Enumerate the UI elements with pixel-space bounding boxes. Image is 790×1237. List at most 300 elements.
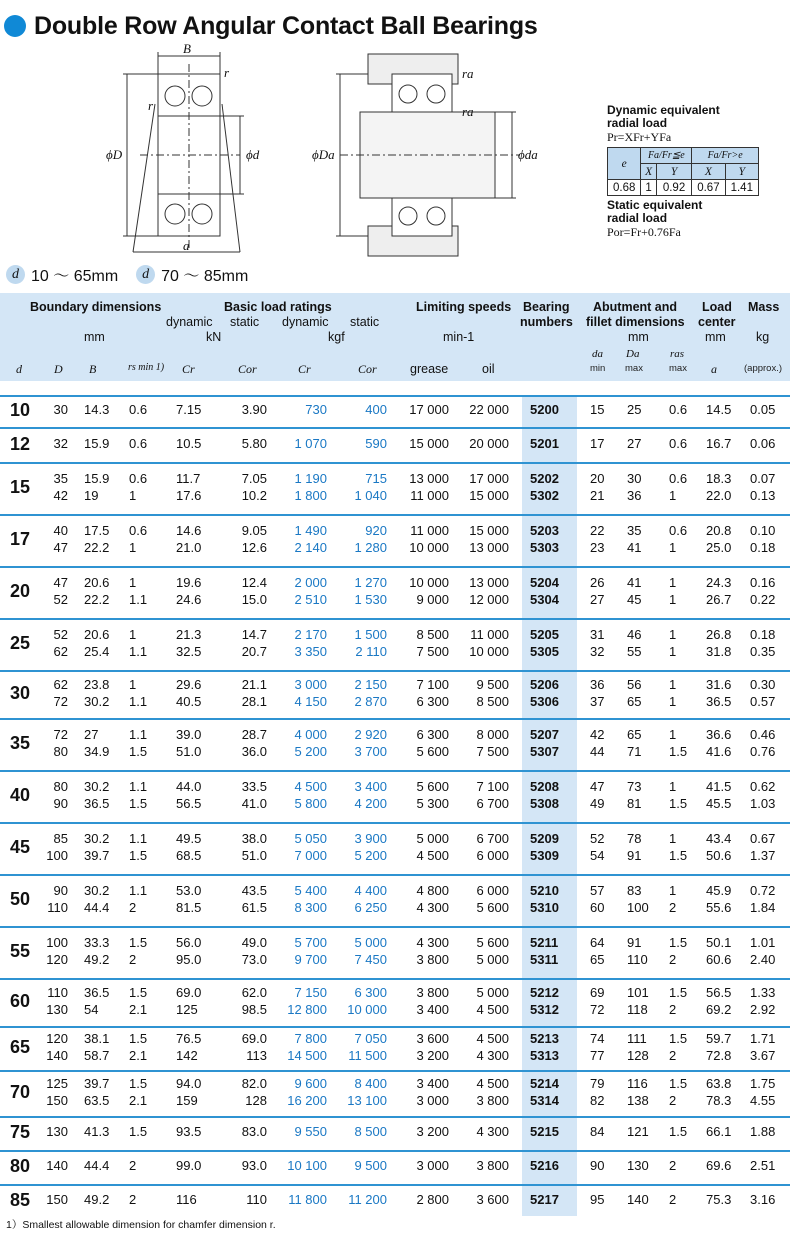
table-cell: 9 500 [354, 1158, 387, 1173]
table-cell: 5204 [530, 575, 559, 590]
table-cell: 0.6 [129, 435, 148, 451]
bore-diameter: 35 [10, 733, 31, 753]
table-cell: 73.0 [241, 952, 267, 967]
table-cell: 5 700 [294, 935, 327, 950]
hdr-center: center [698, 315, 736, 329]
table-cell: 1 500 [354, 627, 387, 642]
eq-col-e: e [608, 148, 641, 180]
table-cell: 4 000 [294, 727, 327, 742]
table-cell: 7 100 [476, 779, 509, 794]
table-cell: 0.6 [669, 523, 688, 538]
table-cell: 3 200 [416, 1124, 449, 1139]
table-cell: 56.0 [176, 935, 202, 950]
table-cell: 47 [590, 779, 605, 794]
table-cell: 81 [627, 796, 642, 811]
table-cell: 2 [129, 952, 137, 967]
table-cell: 41.5 [706, 779, 732, 794]
table-cell: 53.0 [176, 883, 202, 898]
table-cell: 4 500 [476, 1031, 509, 1046]
table-cell: 15 000 [469, 488, 509, 503]
table-cell: 11 800 [288, 1192, 327, 1207]
eq-sub-y1: Y [656, 164, 691, 180]
eq-cond-le: Fa/Fr≦e [641, 148, 692, 164]
table-cell: 2.92 [750, 1002, 776, 1017]
table-cell: 39.7 [84, 848, 110, 863]
table-cell: 24.3 [706, 575, 732, 590]
label-ra-top: ra [462, 66, 474, 81]
table-cell: 3 400 [354, 779, 387, 794]
hdr-grease: grease [410, 362, 449, 376]
bearing-drawings [0, 44, 600, 259]
table-cell: 45 [627, 592, 642, 607]
group-divider [0, 1116, 790, 1118]
title-bullet-icon [4, 15, 26, 37]
table-cell: 15 [590, 402, 605, 417]
table-cell: 5 200 [294, 744, 327, 759]
table-cell: 2 [129, 900, 137, 915]
table-cell: 28.1 [241, 694, 267, 709]
table-cell: 5303 [530, 540, 559, 555]
table-cell: 400 [365, 402, 387, 417]
hdr-static-1: static [230, 315, 260, 329]
table-cell: 56 [627, 677, 642, 692]
table-cell: 3 000 [416, 1093, 449, 1108]
eq-val-y1: 0.92 [656, 180, 691, 196]
table-cell: 12.6 [241, 540, 267, 555]
table-cell: 125 [46, 1076, 68, 1091]
table-cell: 1.1 [129, 592, 148, 607]
table-cell: 77 [590, 1048, 605, 1063]
bore-diameter: 15 [10, 477, 31, 497]
table-cell: 16.7 [706, 435, 732, 451]
group-divider [0, 874, 790, 876]
group-divider [0, 514, 790, 516]
table-cell: 5 300 [416, 796, 449, 811]
table-cell: 1 [129, 540, 137, 555]
bore-diameter: 60 [10, 991, 31, 1011]
table-cell: 1 800 [294, 488, 327, 503]
group-divider [0, 670, 790, 672]
table-cell: 1.1 [129, 644, 148, 659]
table-group [0, 822, 790, 874]
table-cell: 72 [53, 727, 68, 742]
table-cell: 0.6 [129, 402, 148, 417]
table-cell: 41 [627, 540, 642, 555]
size-badge-2: d [136, 265, 155, 284]
table-cell: 17.6 [176, 488, 202, 503]
hdr-approx: (approx.) [744, 363, 783, 374]
bore-diameter: 75 [10, 1122, 31, 1142]
table-cell: 8 000 [476, 727, 509, 742]
hdr-sym-Cor2: Cor [358, 362, 377, 376]
table-cell: 5304 [530, 592, 559, 607]
table-cell: 5 600 [416, 744, 449, 759]
table-cell: 0.05 [750, 402, 776, 417]
table-cell: 2 110 [355, 644, 387, 659]
hdr-abut-unit: mm [628, 330, 649, 344]
table-group [0, 718, 790, 770]
table-cell: 1.03 [750, 796, 776, 811]
table-cell: 1 070 [294, 435, 327, 451]
table-cell: 15 000 [409, 435, 449, 451]
table-group [0, 874, 790, 926]
table-cell: 4 300 [416, 935, 449, 950]
table-cell: 63.5 [84, 1093, 110, 1108]
hdr-sym-a: a [711, 362, 717, 376]
table-cell: 1.5 [129, 1076, 148, 1091]
table-cell: 13 000 [469, 540, 509, 555]
table-cell: 4 200 [354, 796, 387, 811]
table-cell: 2 510 [294, 592, 327, 607]
table-cell: 79 [590, 1076, 605, 1091]
table-cell: 11 000 [410, 523, 449, 538]
table-cell: 110 [47, 900, 68, 915]
table-cell: 140 [46, 1048, 68, 1063]
table-cell: 68.5 [176, 848, 202, 863]
table-cell: 3 400 [416, 1076, 449, 1091]
table-cell: 21.1 [241, 677, 267, 692]
table-cell: 72 [53, 694, 68, 709]
bore-diameter: 65 [10, 1037, 31, 1057]
table-cell: 25 [627, 402, 642, 417]
table-cell: 44.4 [84, 1158, 110, 1173]
table-cell: 128 [627, 1048, 649, 1063]
table-cell: 8 500 [416, 627, 449, 642]
table-cell: 11.7 [176, 471, 201, 486]
label-r-left: r [148, 98, 154, 113]
bore-diameter: 25 [10, 633, 31, 653]
table-cell: 7 500 [476, 744, 509, 759]
table-cell: 150 [46, 1192, 68, 1207]
table-cell: 17 000 [469, 471, 509, 486]
table-cell: 5203 [530, 523, 559, 538]
table-cell: 5210 [530, 883, 559, 898]
table-cell: 3 800 [476, 1158, 509, 1173]
table-cell: 3 000 [416, 1158, 449, 1173]
table-cell: 0.35 [750, 644, 776, 659]
table-cell: 1 [669, 779, 677, 794]
table-cell: 3 700 [354, 744, 387, 759]
table-cell: 5 050 [294, 831, 327, 846]
table-cell: 140 [46, 1158, 68, 1173]
table-cell: 49.0 [241, 935, 267, 950]
table-cell: 4 150 [294, 694, 327, 709]
table-cell: 0.6 [129, 471, 148, 486]
bore-diameter: 40 [10, 785, 31, 805]
table-cell: 9 550 [294, 1124, 327, 1139]
table-cell: 1.5 [669, 1076, 688, 1091]
table-cell: 5 200 [354, 848, 387, 863]
table-cell: 22 000 [469, 402, 509, 417]
table-cell: 30.2 [84, 883, 110, 898]
table-cell: 27 [590, 592, 605, 607]
table-cell: 49.2 [84, 952, 110, 967]
table-cell: 1 [669, 488, 677, 503]
table-cell: 20.6 [84, 575, 110, 590]
table-cell: 44.0 [176, 779, 202, 794]
table-cell: 5205 [530, 627, 559, 642]
table-cell: 6 000 [476, 883, 509, 898]
table-cell: 12.4 [241, 575, 267, 590]
table-cell: 10.2 [241, 488, 267, 503]
table-cell: 5213 [530, 1031, 559, 1046]
table-cell: 5 400 [294, 883, 327, 898]
bore-diameter: 85 [10, 1190, 31, 1210]
table-cell: 80 [53, 779, 68, 794]
table-cell: 0.67 [750, 831, 776, 846]
table-cell: 3 800 [416, 952, 449, 967]
table-cell: 8 400 [354, 1076, 387, 1091]
table-cell: 2 000 [294, 575, 327, 590]
hdr-kN: kN [206, 330, 222, 344]
table-cell: 72.8 [706, 1048, 732, 1063]
table-cell: 2 [669, 900, 677, 915]
table-cell: 19.6 [176, 575, 202, 590]
table-cell: 4 400 [354, 883, 387, 898]
table-cell: 49.5 [176, 831, 202, 846]
table-cell: 7 150 [294, 985, 327, 1000]
table-cell: 5302 [530, 488, 559, 503]
table-cell: 5307 [530, 744, 559, 759]
table-cell: 60 [590, 900, 605, 915]
table-cell: 9.05 [241, 523, 267, 538]
table-cell: 98.5 [241, 1002, 267, 1017]
table-cell: 4 500 [476, 1002, 509, 1017]
table-cell: 1.5 [129, 985, 148, 1000]
table-cell: 10.5 [176, 435, 202, 451]
hdr-limiting: Limiting speeds [416, 300, 512, 314]
table-cell: 1 [129, 575, 137, 590]
table-cell: 5311 [530, 952, 559, 967]
table-cell: 47 [53, 575, 68, 590]
table-cell: 13 100 [347, 1093, 387, 1108]
table-cell: 51.0 [241, 848, 267, 863]
equivalent-load-box [607, 104, 783, 242]
table-cell: 2 870 [354, 694, 387, 709]
table-cell: 6 300 [354, 985, 387, 1000]
table-cell: 64 [590, 935, 605, 950]
table-cell: 12 000 [469, 592, 509, 607]
group-divider [0, 1184, 790, 1186]
table-cell: 52 [53, 592, 68, 607]
table-cell: 5211 [530, 935, 559, 950]
table-cell: 2 170 [294, 627, 327, 642]
hdr-sym-D: D [54, 362, 63, 376]
hdr-sym-da: da [592, 348, 603, 360]
table-cell: 2 920 [354, 727, 387, 742]
table-cell: 1.5 [129, 848, 148, 863]
table-cell: 5201 [530, 435, 559, 451]
hdr-mass: Mass [748, 300, 780, 314]
group-divider [0, 1026, 790, 1028]
label-a: a [183, 238, 190, 253]
table-group [0, 1026, 790, 1070]
table-cell: 25.4 [84, 644, 110, 659]
table-cell: 10 000 [409, 540, 449, 555]
table-cell: 590 [365, 435, 387, 451]
table-cell: 14.7 [241, 627, 267, 642]
table-cell: 2 [669, 952, 677, 967]
table-cell: 0.07 [750, 471, 776, 486]
table-group [0, 1184, 790, 1218]
table-cell: 5212 [530, 985, 559, 1000]
table-cell: 1 280 [354, 540, 387, 555]
table-cell: 2.1 [129, 1093, 148, 1108]
table-cell: 5209 [530, 831, 559, 846]
hdr-sym-Cor1: Cor [238, 362, 257, 376]
table-cell: 85 [53, 831, 68, 846]
table-cell: 80 [53, 744, 68, 759]
hdr-max-a: max [625, 363, 643, 374]
table-cell: 82.0 [241, 1076, 267, 1091]
hdr-sym-Cr2: Cr [298, 362, 311, 376]
hdr-sym-Cr1: Cr [182, 362, 195, 376]
table-cell: 125 [176, 1002, 198, 1017]
table-cell: 9 700 [294, 952, 327, 967]
label-B: B [183, 44, 191, 56]
table-cell: 4.55 [750, 1093, 776, 1108]
table-cell: 100 [46, 848, 68, 863]
table-cell: 81.5 [176, 900, 202, 915]
table-cell: 159 [176, 1093, 198, 1108]
table-cell: 65 [590, 952, 605, 967]
table-cell: 6 700 [476, 796, 509, 811]
size-badge-1: d [6, 265, 25, 284]
label-ra-mid: ra [462, 104, 474, 119]
bore-diameter: 45 [10, 837, 31, 857]
table-cell: 116 [176, 1192, 197, 1207]
bore-diameter: 10 [10, 400, 31, 420]
table-cell: 150 [46, 1093, 68, 1108]
table-cell: 0.6 [129, 523, 148, 538]
table-cell: 59.7 [706, 1031, 732, 1046]
table-cell: 27 [627, 435, 642, 451]
table-cell: 113 [246, 1048, 267, 1063]
table-cell: 69 [590, 985, 605, 1000]
table-cell: 15.9 [84, 471, 110, 486]
label-d: ϕd [246, 147, 260, 162]
table-cell: 7.05 [241, 471, 267, 486]
table-cell: 4 300 [416, 900, 449, 915]
table-cell: 36.5 [706, 694, 732, 709]
table-cell: 0.72 [750, 883, 776, 898]
table-cell: 5 000 [476, 952, 509, 967]
table-cell: 1.5 [669, 985, 688, 1000]
hdr-sym-d: d [16, 362, 22, 376]
label-r-top: r [224, 65, 230, 80]
table-cell: 46 [627, 627, 642, 642]
static-load-formula: Por=Fr+0.76Fa [607, 225, 681, 239]
table-cell: 15.0 [241, 592, 267, 607]
table-cell: 13 000 [409, 471, 449, 486]
table-cell: 7.15 [176, 402, 202, 417]
table-cell: 1.5 [129, 796, 148, 811]
table-cell: 15 000 [469, 523, 509, 538]
hdr-dynamic-1: dynamic [166, 315, 213, 329]
table-cell: 17.5 [84, 523, 110, 538]
table-cell: 101 [627, 985, 649, 1000]
table-cell: 47 [53, 540, 68, 555]
table-cell: 60.6 [706, 952, 732, 967]
table-cell: 1 [669, 575, 677, 590]
table-group [0, 514, 790, 566]
table-cell: 20.8 [706, 523, 732, 538]
table-cell: 9 000 [416, 592, 449, 607]
table-cell: 2 [669, 1048, 677, 1063]
hdr-static-2: static [350, 315, 380, 329]
table-cell: 0.18 [750, 540, 776, 555]
table-cell: 6 300 [416, 727, 449, 742]
page-title: Double Row Angular Contact Ball Bearings [34, 11, 538, 40]
table-cell: 26.7 [706, 592, 732, 607]
table-cell: 3 600 [416, 1031, 449, 1046]
table-cell: 51.0 [176, 744, 202, 759]
static-load-title-1: Static equivalent [607, 198, 703, 212]
table-cell: 55 [627, 644, 642, 659]
table-cell: 1 [129, 677, 137, 692]
table-cell: 1.75 [750, 1076, 776, 1091]
label-da: ϕda [518, 147, 538, 162]
table-cell: 1.1 [129, 694, 148, 709]
hdr-lc-unit: mm [705, 330, 726, 344]
table-cell: 1.5 [129, 744, 148, 759]
table-cell: 3.16 [750, 1192, 776, 1207]
bore-diameter: 12 [10, 433, 31, 454]
table-cell: 14 500 [287, 1048, 327, 1063]
table-group [0, 566, 790, 618]
table-cell: 95.0 [176, 952, 202, 967]
table-group [0, 462, 790, 514]
table-cell: 0.46 [750, 727, 776, 742]
table-cell: 56.5 [706, 985, 732, 1000]
table-cell: 34.9 [84, 744, 110, 759]
table-cell: 6 700 [476, 831, 509, 846]
bore-diameter: 17 [10, 529, 31, 549]
table-cell: 76.5 [176, 1031, 202, 1046]
table-cell: 18.3 [706, 471, 732, 486]
table-cell: 0.57 [750, 694, 776, 709]
table-cell: 116 [627, 1076, 648, 1091]
table-cell: 1.1 [129, 831, 148, 846]
table-cell: 56.5 [176, 796, 202, 811]
hdr-min-a: min [590, 363, 606, 374]
table-cell: 39.7 [84, 1076, 110, 1091]
group-divider [0, 770, 790, 772]
table-cell: 11 500 [348, 1048, 387, 1063]
table-cell: 36.5 [84, 796, 110, 811]
table-cell: 5306 [530, 694, 559, 709]
table-cell: 99.0 [176, 1158, 202, 1173]
table-cell: 14.5 [706, 402, 732, 417]
bore-diameter: 50 [10, 889, 31, 909]
table-cell: 50.1 [706, 935, 732, 950]
table-cell: 5214 [530, 1076, 559, 1091]
table-cell: 31.8 [706, 644, 732, 659]
table-cell: 38.0 [241, 831, 267, 846]
table-cell: 1.37 [750, 848, 776, 863]
table-cell: 120 [46, 1031, 68, 1046]
table-cell: 1 530 [354, 592, 387, 607]
table-cell: 5.80 [241, 435, 267, 451]
hdr-sym-rs: rs min 1) [128, 362, 165, 373]
group-divider [0, 822, 790, 824]
table-cell: 7 500 [416, 644, 449, 659]
table-cell: 16 200 [287, 1093, 327, 1108]
table-cell: 2 140 [294, 540, 327, 555]
table-cell: 5312 [530, 1002, 559, 1017]
table-cell: 130 [46, 1002, 68, 1017]
table-cell: 1.33 [750, 985, 776, 1000]
